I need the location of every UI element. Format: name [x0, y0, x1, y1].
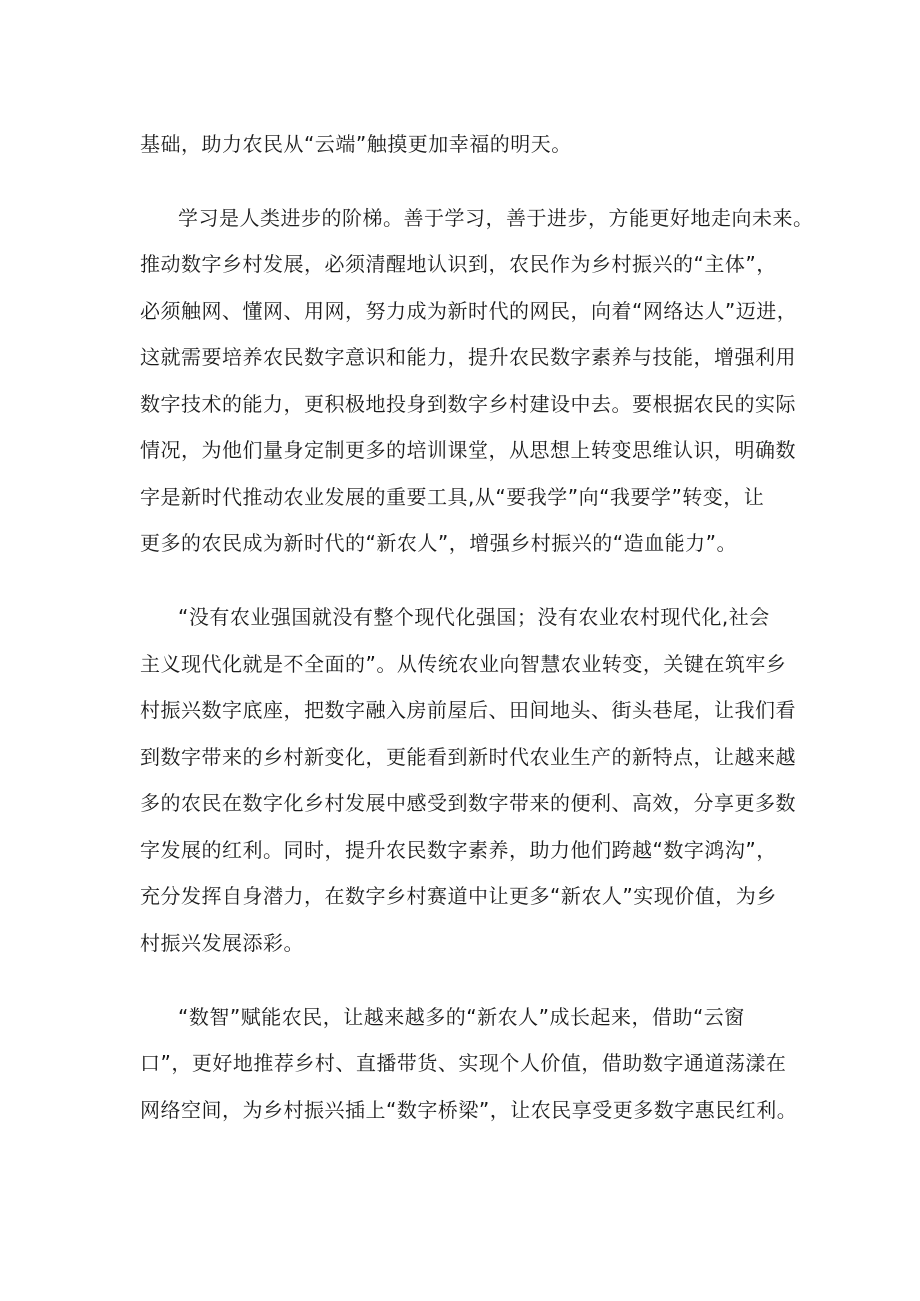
text-line: 字发展的红利。同时，提升农民数字素养，助力他们跨越“数字鸿沟”， — [140, 838, 777, 862]
text-line: “没有农业强国就没有整个现代化强国；没有农业农村现代化,社会 — [178, 605, 770, 629]
text-line: 学习是人类进步的阶梯。善于学习，善于进步，方能更好地走向未来。 — [178, 206, 814, 230]
text-line: 基础，助力农民从“云端”触摸更加幸福的明天。 — [140, 132, 572, 156]
text-line: 村振兴发展添彩。 — [140, 931, 304, 955]
text-line: 情况，为他们量身定制更多的培训课堂，从思想上转变思维认识，明确数 — [140, 438, 796, 462]
text-line: 数字技术的能力，更积极地投身到数字乡村建设中去。要根据农民的实际 — [140, 392, 796, 416]
text-line: 到数字带来的乡村新变化，更能看到新时代农业生产的新特点，让越来越 — [140, 745, 796, 769]
text-line: 更多的农民成为新时代的“新农人”，增强乡村振兴的“造血能力”。 — [140, 531, 737, 555]
text-line: “数智”赋能农民，让越来越多的“新农人”成长起来，借助“云窗 — [178, 1005, 745, 1029]
text-line: 多的农民在数字化乡村发展中感受到数字带来的便利、高效，分享更多数 — [140, 791, 796, 815]
text-line: 必须触网、懂网、用网，努力成为新时代的网民，向着“网络达人”迈进， — [140, 299, 798, 323]
text-line: 充分发挥自身潜力，在数字乡村赛道中让更多“新农人”实现价值，为乡 — [140, 884, 777, 908]
text-line: 网络空间，为乡村振兴插上“数字桥梁”，让农民享受更多数字惠民红利。 — [140, 1098, 798, 1122]
text-line: 推动数字乡村发展，必须清醒地认识到，农民作为乡村振兴的“主体”， — [140, 252, 777, 276]
text-line: 口”，更好地推荐乡村、直播带货、实现个人价值，借助数字通道荡漾在 — [140, 1051, 787, 1075]
text-line: 这就需要培养农民数字意识和能力，提升农民数字素养与技能，增强利用 — [140, 345, 796, 369]
text-line: 字是新时代推动农业发展的重要工具,从“要我学”向“我要学”转变，让 — [140, 485, 765, 509]
text-line: 村振兴数字底座，把数字融入房前屋后、田间地头、街头巷尾，让我们看 — [140, 698, 796, 722]
text-line: 主义现代化就是不全面的”。从传统农业向智慧农业转变，关键在筑牢乡 — [140, 652, 787, 676]
